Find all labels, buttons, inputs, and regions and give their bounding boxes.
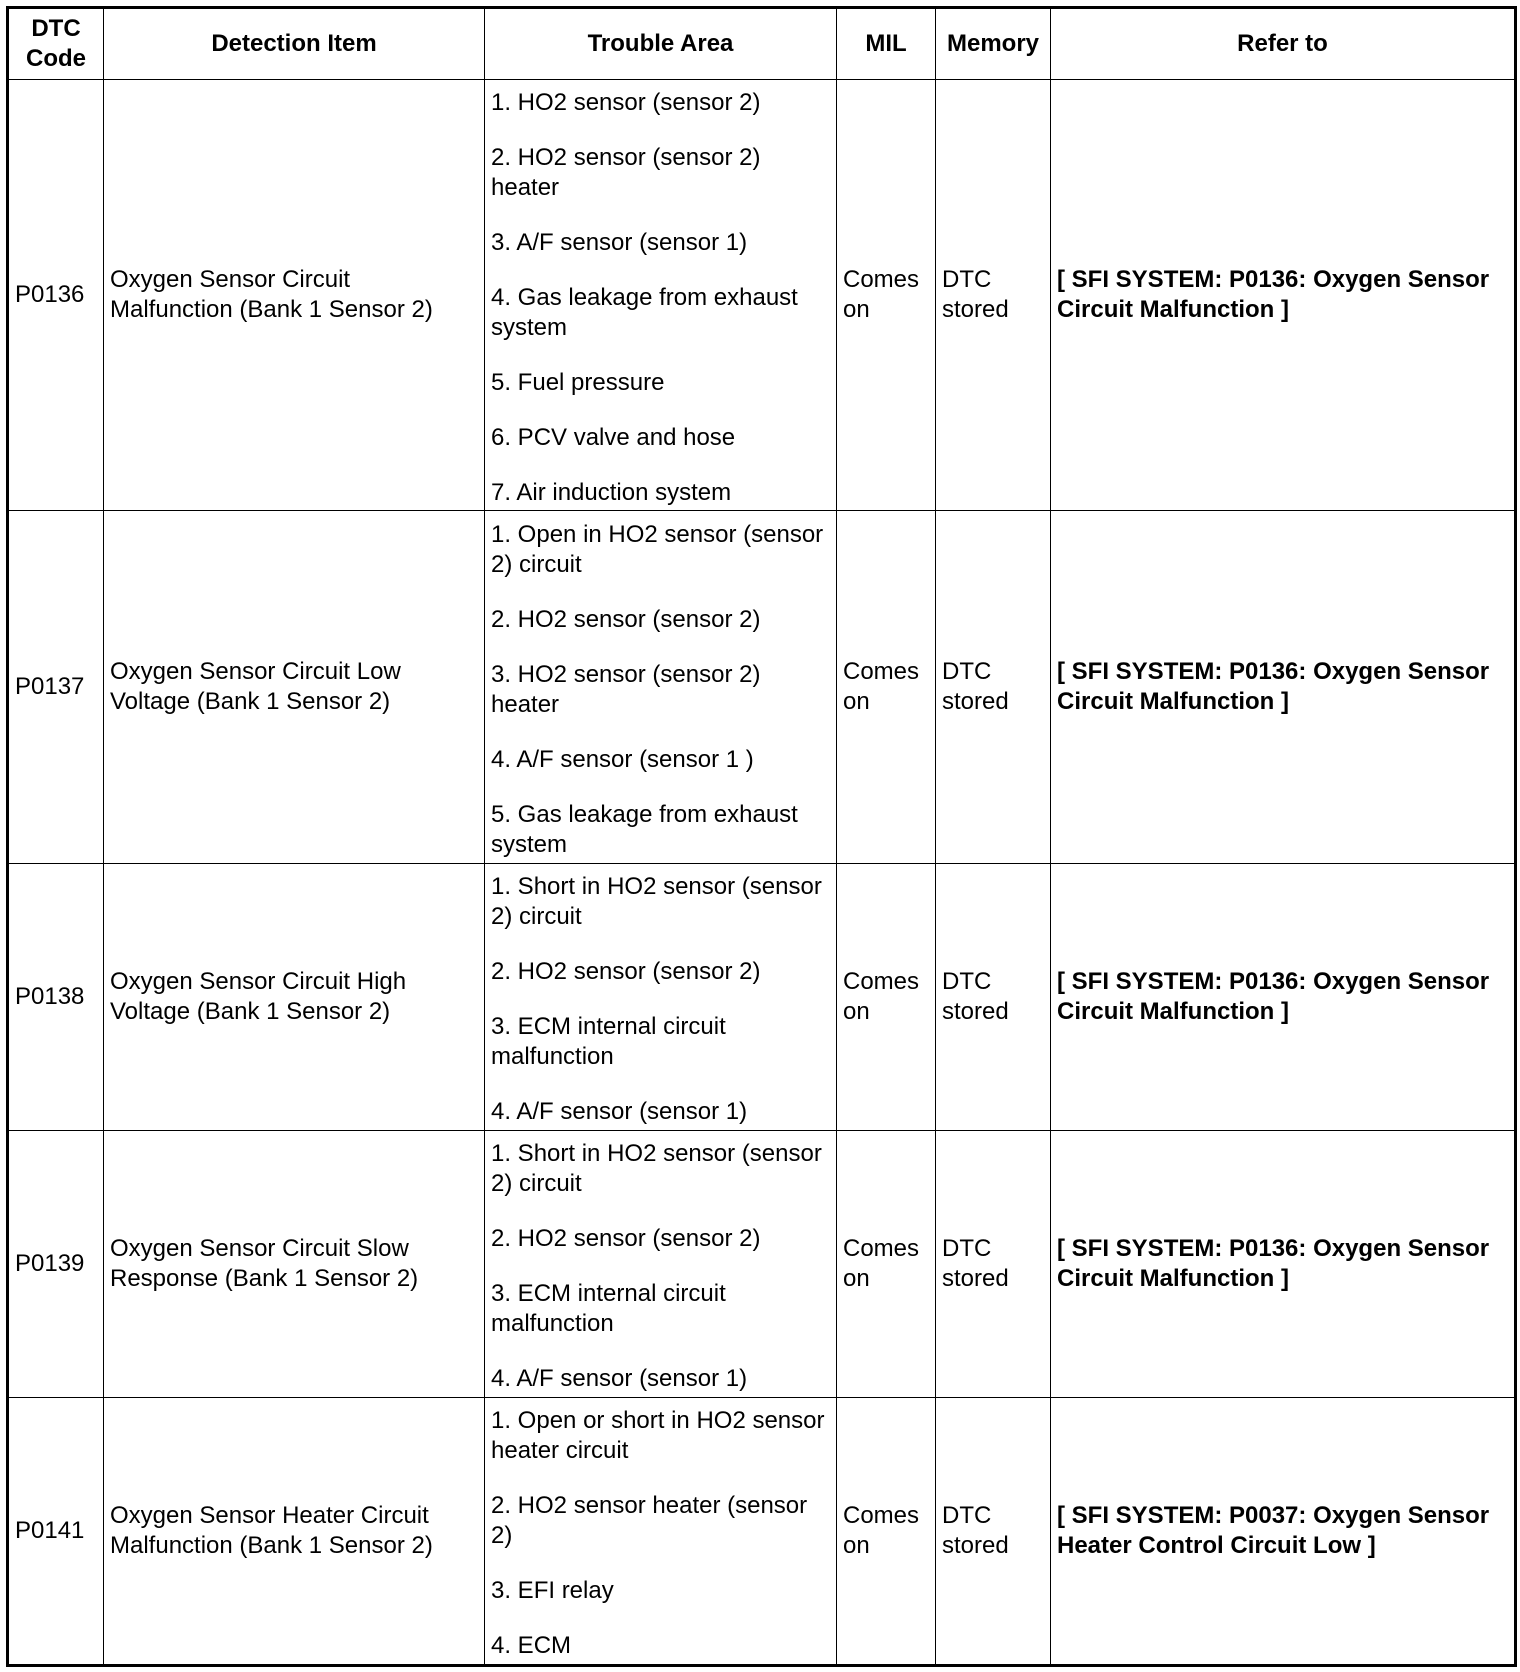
trouble-area-item: 5. Gas leakage from exhaust system	[491, 800, 798, 858]
trouble-area-item: 3. HO2 sensor (sensor 2) heater	[491, 660, 761, 718]
trouble-area-list	[491, 88, 830, 508]
trouble-area-list	[491, 520, 830, 860]
trouble-area-item: 1. Open or short in HO2 sensor heater circuit	[491, 1407, 825, 1464]
mil-cell: Comes on	[837, 511, 936, 864]
trouble-area-item: 4. A/F sensor (sensor 1)	[491, 1098, 748, 1125]
trouble-area-cell	[485, 80, 837, 511]
refer-to-link[interactable]: [ SFI SYSTEM: P0136: Oxygen Sensor Circuit Malfunction ]	[1051, 80, 1516, 511]
dtc-code-cell: P0139	[8, 1131, 104, 1398]
trouble-area-item: 1. HO2 sensor (sensor 2)	[491, 88, 761, 116]
table-row	[8, 1131, 1516, 1398]
trouble-area-item: 3. ECM internal circuit malfunction	[491, 1280, 726, 1337]
table-row	[8, 80, 1516, 511]
trouble-area-item: 4. A/F sensor (sensor 1 )	[491, 745, 754, 773]
trouble-area-cell	[485, 1131, 837, 1398]
trouble-area-item: 7. Air induction system	[491, 478, 732, 506]
trouble-area-cell	[485, 1398, 837, 1666]
dtc-code-cell: P0138	[8, 864, 104, 1131]
trouble-area-item: 2. HO2 sensor heater (sensor 2)	[491, 1492, 808, 1549]
trouble-area-item: 2. HO2 sensor (sensor 2)	[491, 958, 761, 985]
trouble-area-item: 1. Short in HO2 sensor (sensor 2) circuit	[491, 873, 822, 930]
header-detection-item: Detection Item	[104, 8, 485, 80]
header-row	[8, 8, 1516, 80]
table-row	[8, 511, 1516, 864]
trouble-area-item: 3. A/F sensor (sensor 1)	[491, 228, 748, 256]
trouble-area-cell	[485, 864, 837, 1131]
detection-item-cell: Oxygen Sensor Circuit Malfunction (Bank 1 Sensor 2)	[104, 80, 485, 511]
trouble-area-item: 2. HO2 sensor (sensor 2) heater	[491, 143, 761, 201]
trouble-area-list	[491, 1139, 830, 1394]
trouble-area-list	[491, 1406, 830, 1661]
detection-item-cell: Oxygen Sensor Circuit High Voltage (Bank 1 Sensor 2)	[104, 864, 485, 1131]
trouble-area-item: 3. EFI relay	[491, 1577, 614, 1604]
mil-cell: Comes on	[837, 80, 936, 511]
refer-to-link[interactable]: [ SFI SYSTEM: P0037: Oxygen Sensor Heater Control Circuit Low ]	[1051, 1398, 1516, 1666]
trouble-area-item: 2. HO2 sensor (sensor 2)	[491, 605, 761, 633]
trouble-area-cell	[485, 511, 837, 864]
mil-cell: Comes on	[837, 1398, 936, 1666]
table-row	[8, 1398, 1516, 1666]
memory-cell: DTC stored	[936, 1131, 1051, 1398]
header-memory: Memory	[936, 8, 1051, 80]
dtc-code-cell: P0137	[8, 511, 104, 864]
dtc-code-cell: P0141	[8, 1398, 104, 1666]
refer-to-link[interactable]: [ SFI SYSTEM: P0136: Oxygen Sensor Circuit Malfunction ]	[1051, 1131, 1516, 1398]
memory-cell: DTC stored	[936, 80, 1051, 511]
header-trouble-area: Trouble Area	[485, 8, 837, 80]
trouble-area-list	[491, 872, 830, 1127]
detection-item-cell: Oxygen Sensor Heater Circuit Malfunction (Bank 1 Sensor 2)	[104, 1398, 485, 1666]
header-dtc-code: DTC Code	[8, 8, 104, 80]
refer-to-link[interactable]: [ SFI SYSTEM: P0136: Oxygen Sensor Circuit Malfunction ]	[1051, 511, 1516, 864]
trouble-area-item: 3. ECM internal circuit malfunction	[491, 1013, 726, 1070]
trouble-area-item: 4. A/F sensor (sensor 1)	[491, 1365, 748, 1392]
detection-item-cell: Oxygen Sensor Circuit Low Voltage (Bank 1 Sensor 2)	[104, 511, 485, 864]
dtc-table	[6, 6, 1517, 1667]
dtc-code-cell: P0136	[8, 80, 104, 511]
detection-item-cell: Oxygen Sensor Circuit Slow Response (Bank 1 Sensor 2)	[104, 1131, 485, 1398]
trouble-area-item: 2. HO2 sensor (sensor 2)	[491, 1225, 761, 1252]
trouble-area-item: 4. Gas leakage from exhaust system	[491, 283, 798, 341]
trouble-area-item: 1. Open in HO2 sensor (sensor 2) circuit	[491, 520, 824, 578]
mil-cell: Comes on	[837, 864, 936, 1131]
memory-cell: DTC stored	[936, 511, 1051, 864]
trouble-area-item: 6. PCV valve and hose	[491, 423, 736, 451]
trouble-area-item: 1. Short in HO2 sensor (sensor 2) circuit	[491, 1140, 822, 1197]
refer-to-link[interactable]: [ SFI SYSTEM: P0136: Oxygen Sensor Circuit Malfunction ]	[1051, 864, 1516, 1131]
header-mil: MIL	[837, 8, 936, 80]
header-refer-to: Refer to	[1051, 8, 1516, 80]
trouble-area-item: 4. ECM	[491, 1632, 572, 1659]
memory-cell: DTC stored	[936, 864, 1051, 1131]
table-row	[8, 864, 1516, 1131]
mil-cell: Comes on	[837, 1131, 936, 1398]
memory-cell: DTC stored	[936, 1398, 1051, 1666]
trouble-area-item: 5. Fuel pressure	[491, 368, 665, 396]
